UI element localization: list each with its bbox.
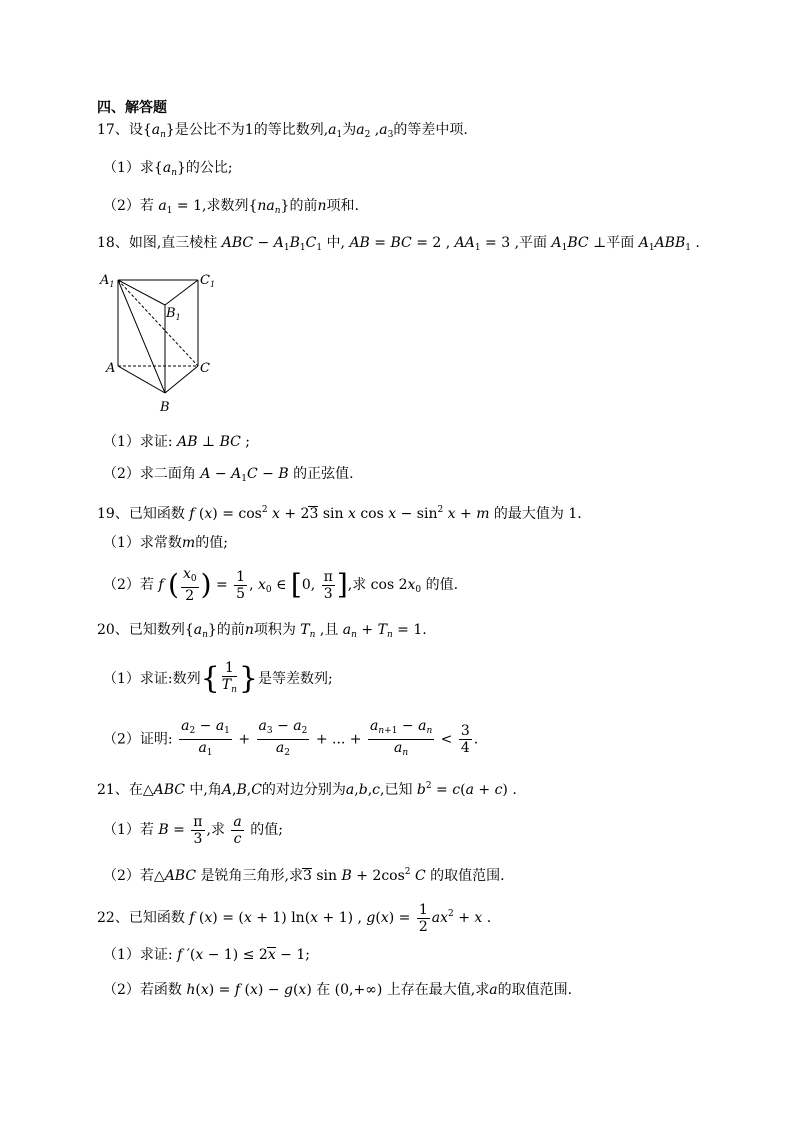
diag-a1c-hidden — [118, 280, 198, 366]
q18-part1: （1）求证: AB ⊥ BC ; — [103, 434, 250, 450]
prism-figure — [98, 268, 220, 416]
q22-part2: （2）若函数 h(x) = f (x) − g(x) 在 (0,+∞) 上存在最大值,求a的取值范围. — [103, 982, 573, 998]
q21-part1: （1）若 B = $\frac{\pi}{3}$ ,求 $\frac{a}{c}$ 的值; — [103, 813, 283, 847]
q21-stem: 21、在△ABC 中,角A,B,C的对边分别为a,b,c,已知 $b^2 = c(a + c)$ . — [97, 781, 517, 798]
edge-a1b1 — [118, 280, 165, 305]
q21-part2: （2）若△ABC 是锐角三角形,求3 $\sin B + 2\cos^2$ C 的取值范围. — [103, 867, 505, 884]
q18-stem: 18、如图,直三棱柱 ABC − $A_1B_1C_1$ 中, AB = BC = 2 , $AA_1 = 3$ ,平面 $A_1BC$ ⊥平面 $A_1ABB_1$ . — [97, 235, 700, 253]
diag-a1b — [118, 280, 165, 393]
q17-stem: 17、设$\{a_n\}$是公比不为1的等比数列$,a_1$为$a_2$ $,a_3$的等差中项. — [97, 122, 468, 140]
label-b1: $B_1$ — [166, 306, 181, 322]
edge-ab — [118, 366, 165, 393]
label-b: B — [160, 400, 170, 415]
q20-part1: （1）求证:数列{ $\frac{1}{T_n}$ }是等差数列; — [103, 660, 333, 696]
q22-stem: 22、已知函数 f (x) = (x + 1) ln(x + 1) , g(x) = $\frac{1}{2}$ $ax^2 + x$ . — [97, 901, 492, 935]
q19-part2: （2）若 f ( $\frac{x_0}{2}$ ) = $\frac{1}{5}$ , $x_0$ ∈ [0, $\frac{\pi}{3}$ ],求 $\cos 2x_0$ 的值. — [103, 566, 459, 604]
q17-part2: （2）若 $a_1 = 1$,求数列$\{na_n\}$的前n项和. — [103, 198, 359, 216]
label-a: A — [106, 361, 116, 376]
q20-stem: 20、已知数列$\{a_n\}$的前n项积为 $T_n$ ,且 $a_n + T_n = 1$. — [97, 622, 427, 640]
q20-part2: （2）证明: $\frac{a_2 - a_1}{a_1}$ + $\frac{a_3 - a_2}{a_2}$ + ... + $\frac{a_{n+1} - a_n}{a_n}$ < $\frac{3}{4}$ . — [103, 718, 479, 758]
label-c1: $C_1$ — [200, 273, 216, 289]
q19-stem: 19、已知函数 f $(x) = \cos^2 x + 23$ sin x $\cos x - \sin^2 x + m$ 的最大值为 1. — [97, 505, 582, 522]
label-a1: $A_1$ — [100, 273, 115, 289]
q19-part1: （1）求常数m的值; — [103, 535, 228, 551]
q17-part1: （1）求$\{a_n\}$的公比; — [103, 160, 233, 178]
label-c: C — [200, 361, 210, 376]
q22-part1: （1）求证: f ′(x − 1) ≤ 2x − 1; — [103, 947, 310, 963]
edge-bc — [165, 366, 198, 393]
section-title: 四、解答题 — [97, 100, 167, 116]
edge-b1c1 — [165, 280, 198, 305]
q18-part2: （2）求二面角 $A - A_1C - B$ 的正弦值. — [103, 466, 354, 484]
